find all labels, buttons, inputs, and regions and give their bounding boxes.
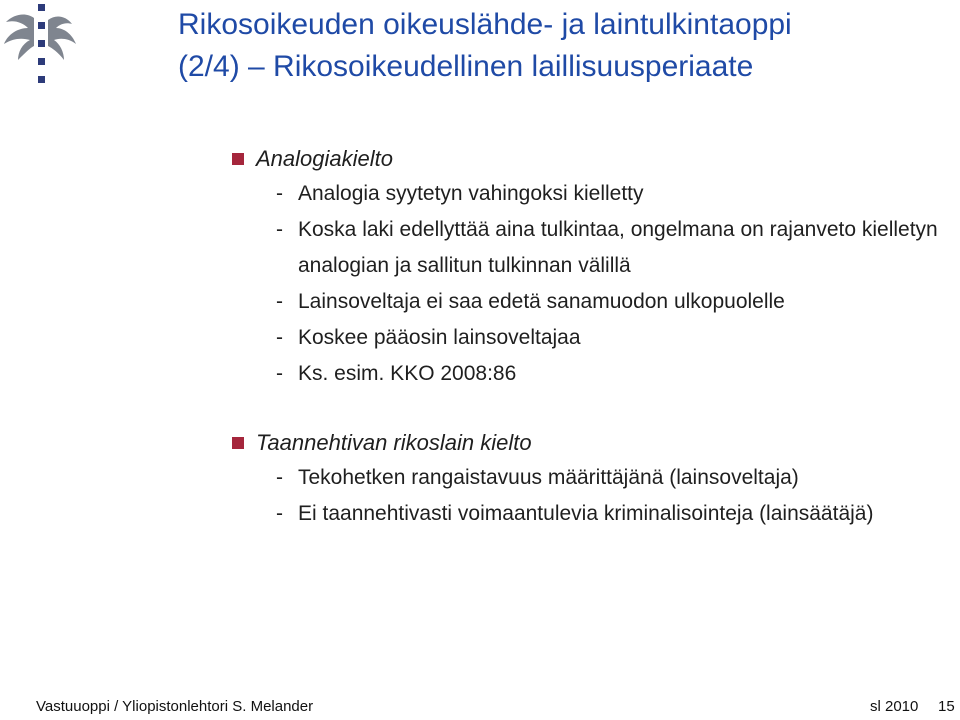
- section-taannehtivan-rikoslain-kielto: [232, 428, 938, 532]
- section-analogiakielto: [232, 144, 938, 392]
- list-item: - Ks. esim. KKO 2008:86: [276, 362, 517, 385]
- list-item: - Koska laki edellyttää aina tulkintaa, ongelmana on rajanveto kielletyn analogian ja sallitun tulkinnan välillä: [276, 218, 938, 277]
- square-bullet-icon: [232, 153, 244, 165]
- list-item: - Koskee pääosin lainsoveltajaa: [276, 326, 581, 349]
- section-heading: Analogiakielto: [256, 146, 393, 171]
- section-heading: Taannehtivan rikoslain kielto: [256, 430, 532, 455]
- university-logo-icon: [0, 0, 80, 84]
- section-item-list: [232, 460, 938, 532]
- list-item: - Tekohetken rangaistavuus määrittäjänä (lainsoveltaja): [276, 466, 799, 489]
- footer-date: sl 2010: [870, 698, 919, 715]
- list-item: - Lainsoveltaja ei saa edetä sanamuodon ulkopuolelle: [276, 290, 785, 313]
- slide-title-line2: (2/4) – Rikosoikeudellinen laillisuusperiaate: [178, 50, 754, 83]
- slide-footer: [0, 694, 960, 720]
- section-item-list: [232, 176, 938, 392]
- slide-title-line1: Rikosoikeuden oikeuslähde- ja laintulkintaoppi: [178, 8, 792, 41]
- footer-author: Vastuuoppi / Yliopistonlehtori S. Melander: [36, 698, 314, 715]
- list-item: - Ei taannehtivasti voimaantulevia kriminalisointeja (lainsäätäjä): [276, 502, 874, 525]
- list-item: - Analogia syytetyn vahingoksi kielletty: [276, 182, 644, 205]
- page-number: 15: [938, 698, 955, 715]
- slide-title: [178, 4, 948, 88]
- square-bullet-icon: [232, 437, 244, 449]
